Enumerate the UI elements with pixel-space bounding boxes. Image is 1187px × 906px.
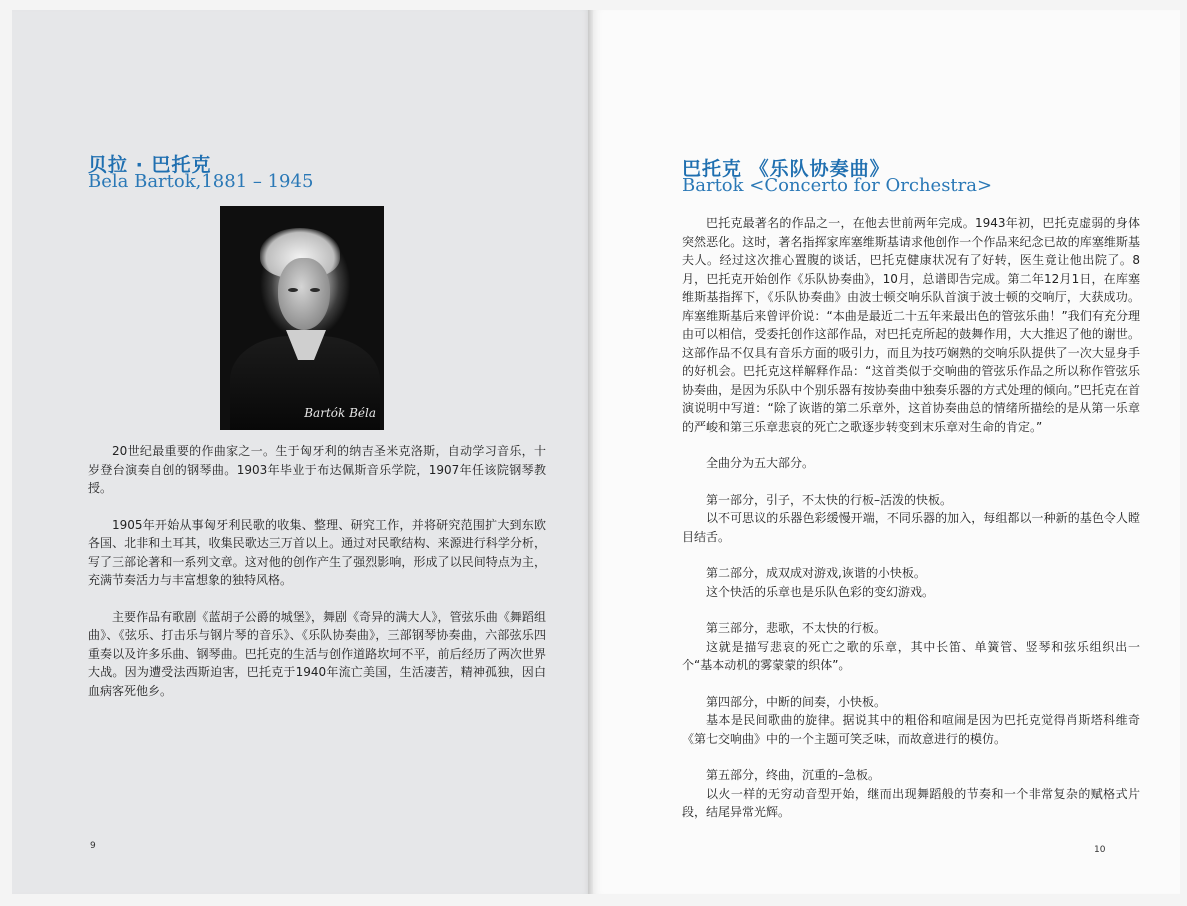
left-paragraph: 20世纪最重要的作曲家之一。生于匈牙利的纳吉圣米克洛斯，自动学习音乐，十岁登台演奏自创的钢琴曲。1903年毕业于布达佩斯音乐学院，1907年任该院钢琴教授。 xyxy=(88,444,546,495)
part-heading: 第二部分，成双成对游戏,诙谐的小快板。 xyxy=(706,566,926,580)
right-page-number: 10 xyxy=(1094,845,1106,855)
part-text: 以不可思议的乐器色彩缓慢开端，不同乐器的加入，每组都以一种新的基色令人瞠目结舌。 xyxy=(682,511,1140,544)
portrait-signature: Bartók Béla xyxy=(304,406,376,420)
portrait-eye-right xyxy=(310,288,320,292)
part-text: 这就是描写悲哀的死亡之歌的乐章，其中长笛、单簧管、竖琴和弦乐组织出一个“基本动机的雾蒙蒙的织体”。 xyxy=(682,639,1140,672)
left-title-en: Bela Bartok,1881 – 1945 xyxy=(88,171,314,192)
intro-paragraph: 巴托克最著名的作品之一，在他去世前两年完成。1943年初，巴托克虚弱的身体突然恶化。这时，著名指挥家库塞维斯基请求他创作一个作品来纪念已故的库塞维斯基夫人。经过这次推心置腹的谈话，巴托克健康状况有了好转，医生竟让他出院了。8月，巴托克开始创作《乐队协奏曲》，10月，总谱即告完成。第二年12月1日，在库塞维斯基指挥下，《乐队协奏曲》由波士顿交响乐队首演于波士顿的交响厅，大获成功。库塞维斯基后来曾评价说：“本曲是最近二十五年来最出色的管弦乐曲！”我们有充分理由可以相信，受委托创作这部作品，对巴托克所起的鼓舞作用，大大推迟了他的谢世。这部作品不仅具有音乐方面的吸引力，而且为技巧娴熟的交响乐队提供了一次大显身手的好机会。巴托克这样解释作品：“这首类似于交响曲的管弦乐作品之所以称作管弦乐协奏曲，是因为乐队中个别乐器有按协奏曲中独奏乐器的方式处理的倾向。”巴托克在首演说明中写道：“除了诙谐的第二乐章外，这首协奏曲总的情绪所描绘的是从第一乐章的严峻和第三乐章悲哀的死亡之歌逐步转变到末乐章对生命的肯定。” xyxy=(682,216,1140,434)
part-heading: 第四部分，中断的间奏，小快板。 xyxy=(706,694,887,709)
left-body xyxy=(88,442,546,718)
right-title-cn: 巴托克 《乐队协奏曲》 xyxy=(682,158,890,180)
left-title-cn: 贝拉 · 巴托克 xyxy=(88,154,212,176)
right-title-en: Bartok <Concerto for Orchestra> xyxy=(682,175,993,196)
part-text: 以火一样的无穷动音型开始，继而出现舞蹈般的节奏和一个非常复杂的赋格式片段，结尾异常光辉。 xyxy=(682,786,1140,819)
left-paragraph: 1905年开始从事匈牙利民歌的收集、整理、研究工作，并将研究范围扩大到东欧各国、北非和土耳其，收集民歌达三万首以上。通过对民歌结构、来源进行科学分析，写了三部论著和一系列文章。这对他的创作产生了强烈影响，形成了以民间特点为主，充满节奏活力与丰富想象的独特风格。 xyxy=(88,517,546,587)
part-heading: 第五部分，终曲，沉重的–急板。 xyxy=(706,768,881,782)
left-page-number: 9 xyxy=(90,841,96,851)
portrait-photo xyxy=(220,206,384,430)
part-text: 基本是民间歌曲的旋律。据说其中的粗俗和喧闹是因为巴托克觉得肖斯塔科维奇《第七交响曲》中的一个主题可笑乏味，而故意进行的模仿。 xyxy=(682,713,1140,746)
part-heading: 第一部分，引子，不太快的行板–活泼的快板。 xyxy=(706,492,953,507)
portrait-eye-left xyxy=(288,288,298,292)
part-text: 这个快活的乐章也是乐队色彩的变幻游戏。 xyxy=(706,584,935,599)
part-heading: 第三部分，悲歌，不太快的行板。 xyxy=(706,621,887,635)
summary-paragraph: 全曲分为五大部分。 xyxy=(706,456,815,470)
portrait-face xyxy=(278,258,330,330)
right-body xyxy=(682,214,1140,840)
left-paragraph: 主要作品有歌剧《蓝胡子公爵的城堡》，舞剧《奇异的满大人》，管弦乐曲《舞蹈组曲》、《弦乐、打击乐与钢片琴的音乐》、《乐队协奏曲》，三部钢琴协奏曲，六部弦乐四重奏以及许多乐曲、钢琴曲。巴托克的生活与创作道路坎坷不平，前后经历了两次世界大战。因为遭受法西斯迫害，巴托克于1940年流亡美国，生活凄苦，精神孤独，因白血病客死他乡。 xyxy=(88,609,546,698)
